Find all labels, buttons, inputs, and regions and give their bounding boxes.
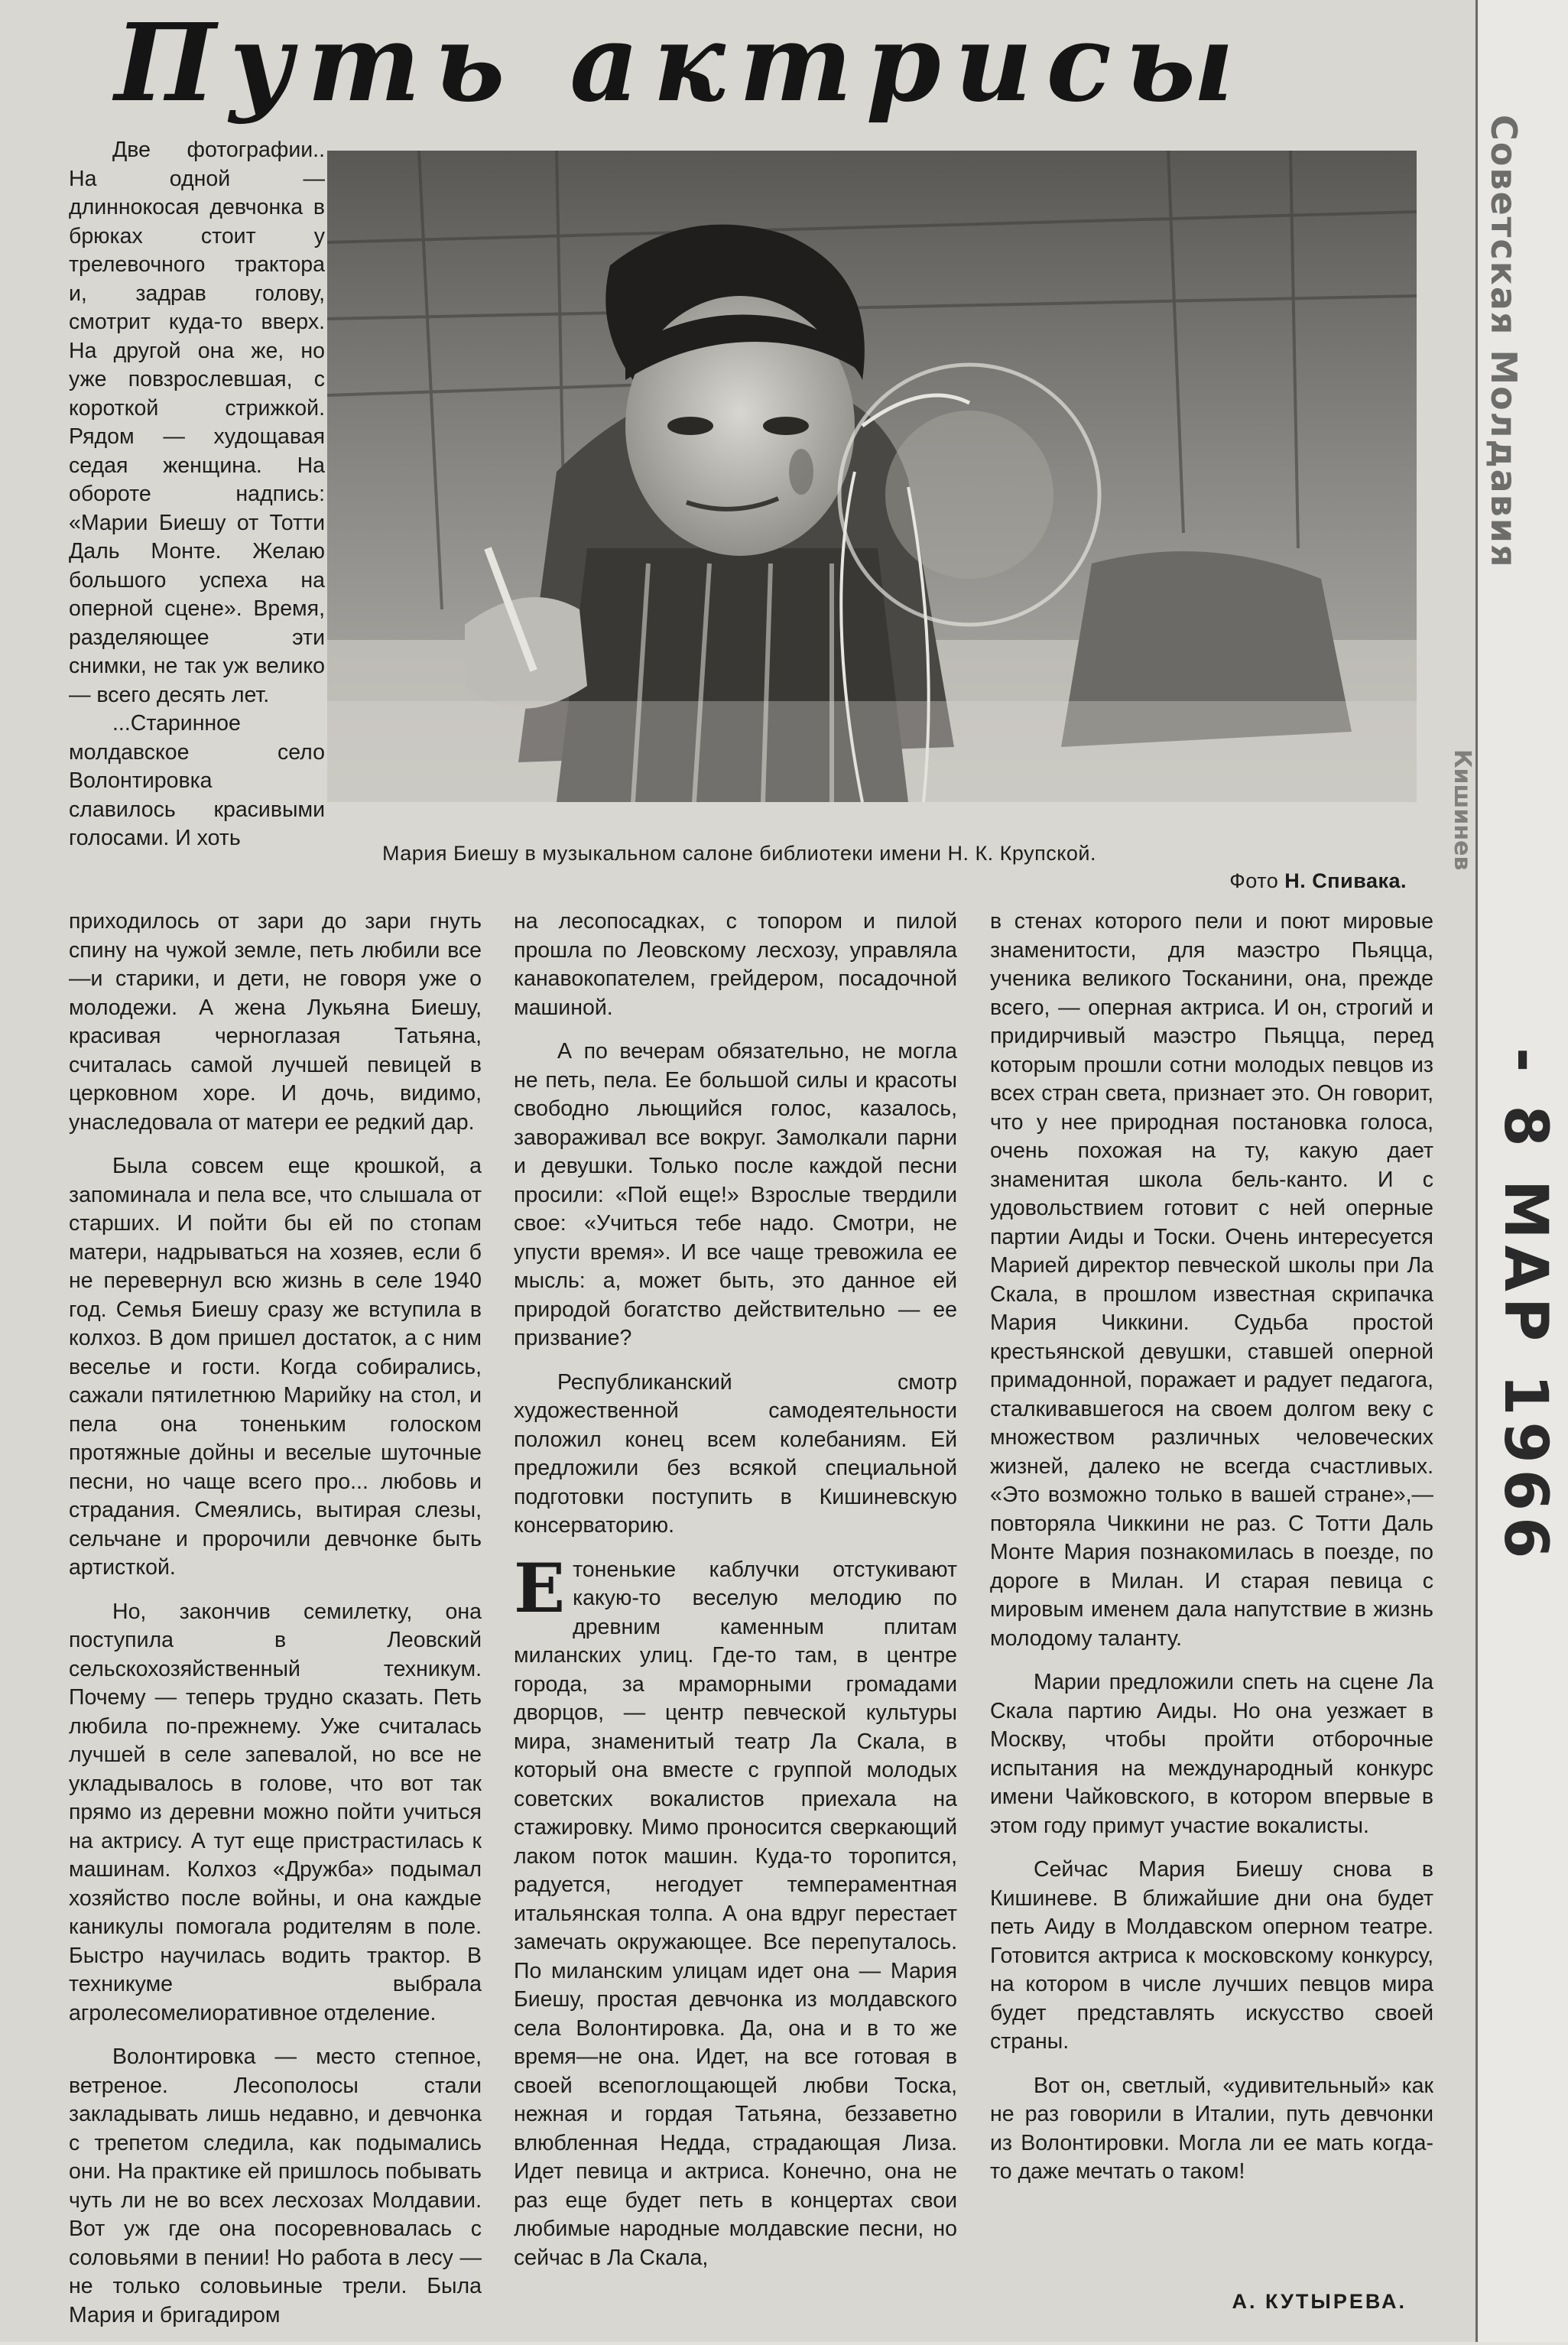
date-stamp: - 8 МАР 1966	[1491, 1047, 1560, 1565]
newspaper-name-stamp: Советская Молдавия	[1483, 115, 1524, 569]
drop-cap: Е	[514, 1548, 566, 1628]
paragraph: А по вечерам обязательно, не могла не петь, пела. Ее большой силы и красоты свободно льющийся голос, казалось, завораживал все вокруг. Замолкали парни и девушки. Только после каждой песни просили: «Пой еще!» Взрослые твердили свое: «Учиться тебе надо. Смотри, не упусти время». И все чаще тревожила ее мысль: а, может быть, это данное ей природой богатство действительно — ее призвание?	[514, 1039, 957, 1350]
article-column-2	[514, 908, 957, 2288]
paragraph: приходилось от зари до зари гнуть спину на чужой земле, петь любили все—и старики, и дети, не говоря уже о молодежи. А жена Лукьяна Биешу, красивая черноглазая Татьяна, считалась самой лучшей певицей в церковном хоре. И дочь, видимо, унаследовала от матери ее редкий дар.	[69, 909, 482, 1135]
photo-credit	[382, 867, 1407, 895]
photo-credit-prefix: Фото	[1229, 869, 1279, 892]
photo-credit-name: Н. Спивака.	[1284, 869, 1407, 892]
article-photo	[327, 151, 1417, 802]
article-lead	[69, 136, 325, 853]
paragraph: Марии предложили спеть на сцене Ла Скала партию Аиды. Но она уезжает в Москву, чтобы пройти отборочные испытания на международный конкурс имени Чайковского, в котором впервые в этом году примут участие вокалисты.	[990, 1670, 1433, 1838]
singer-photo-illustration	[327, 151, 1417, 802]
paragraph: в стенах которого пели и поют мировые знаменитости, для маэстро Пьяцца, ученика великого Тосканини, она, прежде всего, — оперная актриса. И он, строгий и придирчивый маэстро Пьяцца, перед которым прошли сотни молодых певцов из всех стран света, признает это. Он говорит, что у нее природная постановка голоса, очень похожая на ту, какую дает знаменитая школа бель-канто. И с удовольствием готовит с ней оперные партии Аиды и Тоски. Очень интересуется Марией директор певческой школы при Ла Скала, в прошлом известная скрипачка Мария Чиккини. Судьба простой крестьянской девушки, ставшей оперной примадонной, поражает и радует педагога, сталкивавшегося на своем долгом веку с множеством различных человеческих жизней, далеко не всегда счастливых. «Это возможно только в вашей стране»,—повторяла Чиккини не раз. С Тотти Даль Монте Мария познакомилась в поезде, по дороге в Милан. И старая певица с мировым именем дала напутствие в жизнь молодому таланту.	[990, 909, 1433, 1651]
paragraph: на лесопосадках, с топором и пилой прошла по Леовскому лесхозу, управляла канавокопателем, грейдером, посадочной машиной.	[514, 909, 957, 1020]
dropcap-paragraph	[514, 1548, 957, 2273]
photo-caption	[382, 840, 1407, 895]
city-stamp: Кишинев	[1449, 749, 1475, 871]
lead-paragraph-2: ...Старинное молдавское село Волонтировка славилось красивыми голосами. И хоть	[69, 711, 325, 850]
paragraph: Сейчас Мария Биешу снова в Кишиневе. В ближайшие дни она будет петь Аиду в Молдавском оперном театре. Готовится актриса к московскому конкурсу, на котором в числе лучших певцов мира будет представлять искусство своей страны.	[990, 1857, 1433, 2054]
article-column-3	[990, 908, 1433, 2202]
paragraph: Была совсем еще крошкой, а запоминала и пела все, что слышала от старших. И пойти бы ей по стопам матери, надрываться на хозяев, если б не перевернул всю жизнь в селе 1940 год. Семья Биешу сразу же вступила в колхоз. В дом пришел достаток, а с ним веселье и гости. Когда собирались, сажали пятилетнюю Марийку на стол, и пела она тоненьким голоском протяжные дойны и веселые шуточные песни, но чаще всего про... любовь и страдания. Смеялись, вытирая слезы, сельчане и пророчили девчонке быть артисткой.	[69, 1154, 482, 1580]
caption-text: Мария Биешу в музыкальном салоне библиотеки имени Н. К. Крупской.	[382, 842, 1096, 865]
lead-paragraph: Две фотографии.. На одной — длиннокосая девчонка в брюках стоит у трелевочного трактора и, задрав голову, смотрит куда-то вверх. На другой она же, но уже повзрослевшая, с короткой стрижкой. Рядом — худощавая седая женщина. На обороте надпись: «Марии Биешу от Тотти Даль Монте. Желаю большого успеха на оперной сцене». Время, разделяющее эти снимки, не так уж велико — всего десять лет.	[69, 138, 325, 707]
article-column-1	[69, 908, 482, 2345]
dropcap-paragraph-text: тоненькие каблучки отстукивают какую-то веселую мелодию по древним каменным плитам миланских улиц. Где-то там, в центре города, за мраморными громадами дворцов, — центр певческой культуры мира, знаменитый театр Ла Скала, в который она вместе с группой молодых советских вокалистов приехала на стажировку. Мимо проносится сверкающий лаком поток машин. Куда-то торопится, радуется, негодует темпераментная итальянская толпа. А она вдруг перестает замечать окружающее. Все перепуталось. По миланским улицам идет она — Мария Биешу, простая девчонка из молдавского села Волонтировка. Да, она и в то же время—не она. Идет, на все готовая в своей всепоглощающей любви Тоска, нежная и гордая Татьяна, беззаветно влюбленная Недда, страдающая Лиза. Идет певица и актриса. Конечно, она не раз еще будет петь в концертах свои любимые народные молдавские песни, но сейчас в Ла Скала,	[514, 1557, 957, 2270]
paragraph: Вот он, светлый, «удивительный» как не раз говорили в Италии, путь девчонки из Волонтировки. Могла ли ее мать когда-то даже мечтать о таком!	[990, 2073, 1433, 2184]
paragraph: Республиканский смотр художественной самодеятельности положил конец всем колебаниям. Ей предложили без всякой специальной подготовки поступить в Кишиневскую консерваторию.	[514, 1369, 957, 1538]
article-headline: Путь актрисы	[115, 1, 1248, 126]
paragraph: Волонтировка — место степное, ветреное. Лесополосы стали закладывать лишь недавно, и девчонка с трепетом следила, как подымались они. На практике ей пришлось побывать чуть ли не во всех лесхозах Молдавии. Вот уж где она посоревновалась с соловьями в пении! Но работа в лесу — не только соловьиные трели. Была Мария и бригадиром	[69, 2045, 482, 2327]
paragraph: Но, закончив семилетку, она поступила в Леовский сельскохозяйственный техникум. Почему — теперь трудно сказать. Петь любила по-прежнему. Уже считалась лучшей в селе запевалой, но все не укладывалось в голове, что вот так прямо из деревни можно пойти учиться на актрису. А тут еще пристрастилась к машинам. Колхоз «Дружба» подымал хозяйство после войны, и она каждые каникулы помогала родителям в поле. Быстро научилась водить трактор. В техникуме выбрала агролесомелиоративное отделение.	[69, 1599, 482, 2025]
author-signature: А. КУТЫРЕВА.	[1232, 2290, 1407, 2313]
